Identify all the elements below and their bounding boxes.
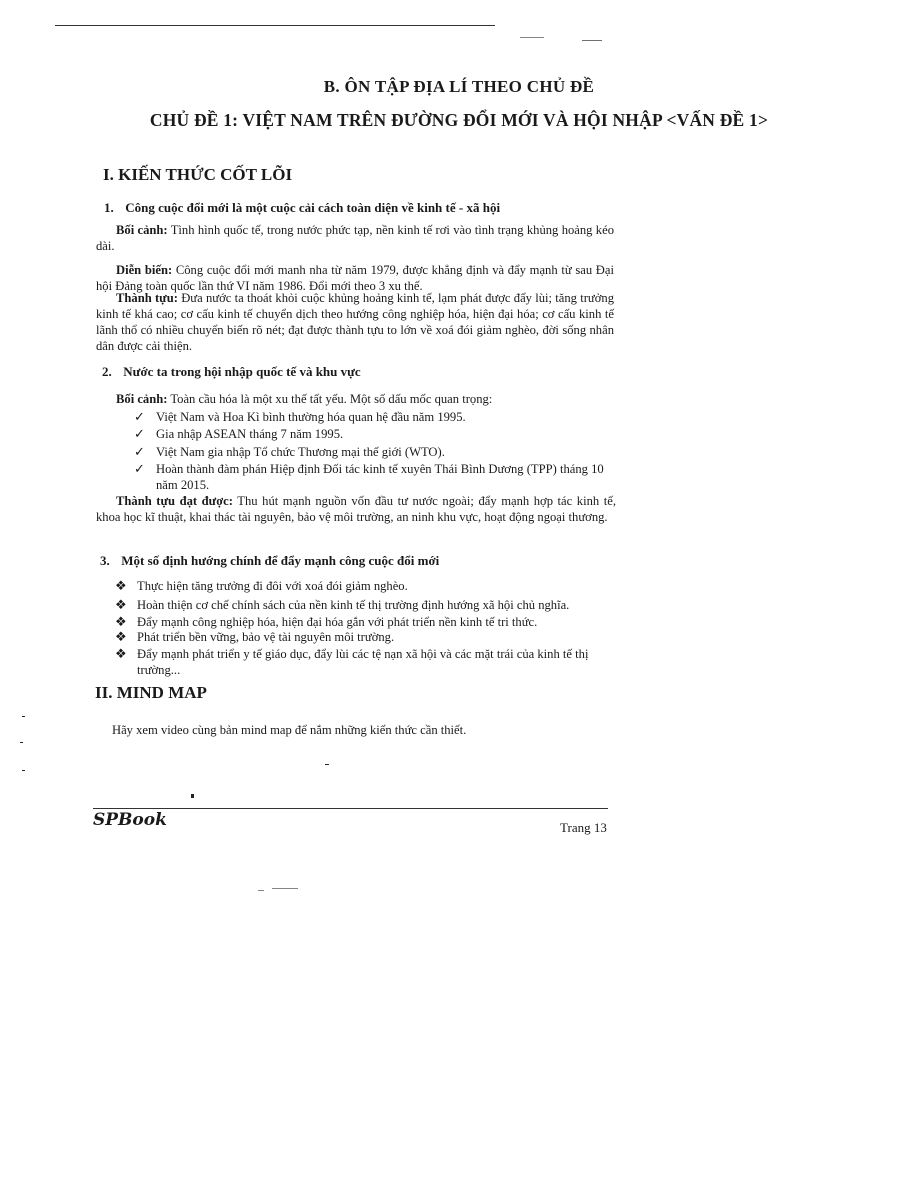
diamond-bullet-icon: ❖ xyxy=(115,614,127,629)
paragraph-integration-context xyxy=(116,391,616,407)
lead-label: Thành tựu đạt được: xyxy=(116,494,233,508)
direction-item xyxy=(115,578,617,594)
section-1-title: I. KIẾN THỨC CỐT LÕI xyxy=(103,165,293,184)
direction-item xyxy=(115,597,617,613)
direction-text: Hoàn thiện cơ chế chính sách của nền kinh tế thị trường định hướng xã hội chủ nghĩa. xyxy=(137,598,570,612)
top-rule-fragment xyxy=(582,40,602,41)
milestone-text: Gia nhập ASEAN tháng 7 năm 1995. xyxy=(156,427,344,441)
check-icon: ✓ xyxy=(134,444,145,459)
diamond-bullet-icon: ❖ xyxy=(115,597,127,612)
paragraph-text: Tình hình quốc tế, trong nước phức tạp, nền kinh tế rơi vào tình trạng khủng hoảng kéo dài. xyxy=(96,223,614,253)
paragraph-text: Đưa nước ta thoát khỏi cuộc khủng hoảng kinh tế, lạm phát được đẩy lùi; tăng trưởng kinh tế khá cao; cơ cấu kinh tế chuyển dịch theo hướng công nghiệp hóa, hiện đại hóa; cơ cấu kinh tế lãnh thổ có nhiều chuyển biến rõ nét; đạt được thành tựu to lớn về xoá đói giảm nghèo, đời sống nhân dân được cải thiện. xyxy=(96,291,614,353)
milestone-item xyxy=(134,426,616,442)
direction-text: Đẩy mạnh công nghiệp hóa, hiện đại hóa gắn với phát triển nền kinh tế tri thức. xyxy=(137,615,538,629)
scan-speck xyxy=(191,794,194,798)
diamond-bullet-icon: ❖ xyxy=(115,578,127,593)
paragraph-context xyxy=(96,222,614,254)
check-icon: ✓ xyxy=(134,461,145,476)
topic-heading: CHỦ ĐỀ 1: VIỆT NAM TRÊN ĐƯỜNG ĐỔI MỚI VÀ HỘI NHẬP <VẤN ĐỀ 1> xyxy=(149,110,769,130)
check-icon: ✓ xyxy=(134,409,145,424)
bottom-scan-fragment xyxy=(258,890,264,891)
subsection-text: Công cuộc đổi mới là một cuộc cải cách toàn diện về kinh tế - xã hội xyxy=(125,200,501,215)
footer-rule xyxy=(93,808,608,809)
subsection-text: Một số định hướng chính để đẩy mạnh công cuộc đổi mới xyxy=(121,553,440,568)
top-rule xyxy=(55,25,495,26)
paragraph-achievements xyxy=(96,290,614,354)
direction-item xyxy=(115,629,617,645)
diamond-bullet-icon: ❖ xyxy=(115,646,127,661)
lead-label: Thành tựu: xyxy=(116,291,178,305)
scan-speck xyxy=(325,764,329,765)
spbook-logo: SPBook xyxy=(93,810,167,830)
scan-speck xyxy=(22,716,25,717)
check-icon: ✓ xyxy=(134,426,145,441)
paragraph-text: Toàn cầu hóa là một xu thế tất yếu. Một số dấu mốc quan trọng: xyxy=(167,392,493,406)
subsection-number: 1. xyxy=(104,200,114,215)
subsection-2-title xyxy=(102,364,361,380)
scan-speck xyxy=(20,742,23,743)
top-rule-fragment xyxy=(520,37,544,38)
diamond-bullet-icon: ❖ xyxy=(115,629,127,644)
bottom-scan-fragment xyxy=(272,888,298,889)
paragraph-integration-achievements xyxy=(96,493,616,525)
subsection-1-title xyxy=(104,200,500,216)
direction-item xyxy=(115,614,617,630)
subsection-text: Nước ta trong hội nhập quốc tế và khu vực xyxy=(123,364,361,379)
milestone-text: Việt Nam gia nhập Tổ chức Thương mại thế giới (WTO). xyxy=(156,445,445,459)
direction-text: Thực hiện tăng trưởng đi đôi với xoá đói giảm nghèo. xyxy=(137,579,408,593)
milestone-item xyxy=(134,444,616,460)
page-number: Trang 13 xyxy=(560,820,607,835)
lead-label: Bối cảnh: xyxy=(116,392,168,406)
part-heading: B. ÔN TẬP ĐỊA LÍ THEO CHỦ ĐỀ xyxy=(323,77,595,96)
direction-item xyxy=(115,646,617,678)
subsection-number: 2. xyxy=(102,364,112,379)
milestone-text: Việt Nam và Hoa Kì bình thường hóa quan hệ đầu năm 1995. xyxy=(156,410,466,424)
direction-text: Đẩy mạnh phát triển y tế giáo dục, đẩy lùi các tệ nạn xã hội và các mặt trái của kinh tế thị trường... xyxy=(137,647,589,677)
lead-label: Diễn biến: xyxy=(116,263,173,277)
subsection-3-title xyxy=(100,553,439,569)
section-2-title: II. MIND MAP xyxy=(95,683,207,702)
paragraph-text: Thu hút mạnh nguồn vốn đầu tư nước ngoài; đẩy mạnh hợp tác kinh tế, khoa học kĩ thuật, khai thác tài nguyên, bảo vệ môi trường, an ninh khu vực, hoạt động ngoại thương. xyxy=(96,494,616,524)
lead-label: Bối cảnh: xyxy=(116,223,168,237)
direction-text: Phát triển bền vững, bảo vệ tài nguyên môi trường. xyxy=(137,630,395,644)
milestone-item xyxy=(134,461,614,493)
paragraph-text: Công cuộc đổi mới manh nha từ năm 1979, được khẳng định và đẩy mạnh từ sau Đại hội Đảng toàn quốc lần thứ VI năm 1986. Đổi mới theo 3 xu thế. xyxy=(96,263,614,293)
milestone-text: Hoàn thành đàm phán Hiệp định Đối tác kinh tế xuyên Thái Bình Dương (TPP) tháng 10 năm 2015. xyxy=(156,462,604,492)
subsection-number: 3. xyxy=(100,553,110,568)
mind-map-instruction: Hãy xem video cùng bản mind map để nắm những kiến thức cần thiết. xyxy=(112,723,467,737)
scan-speck xyxy=(22,770,25,771)
milestone-item xyxy=(134,409,616,425)
